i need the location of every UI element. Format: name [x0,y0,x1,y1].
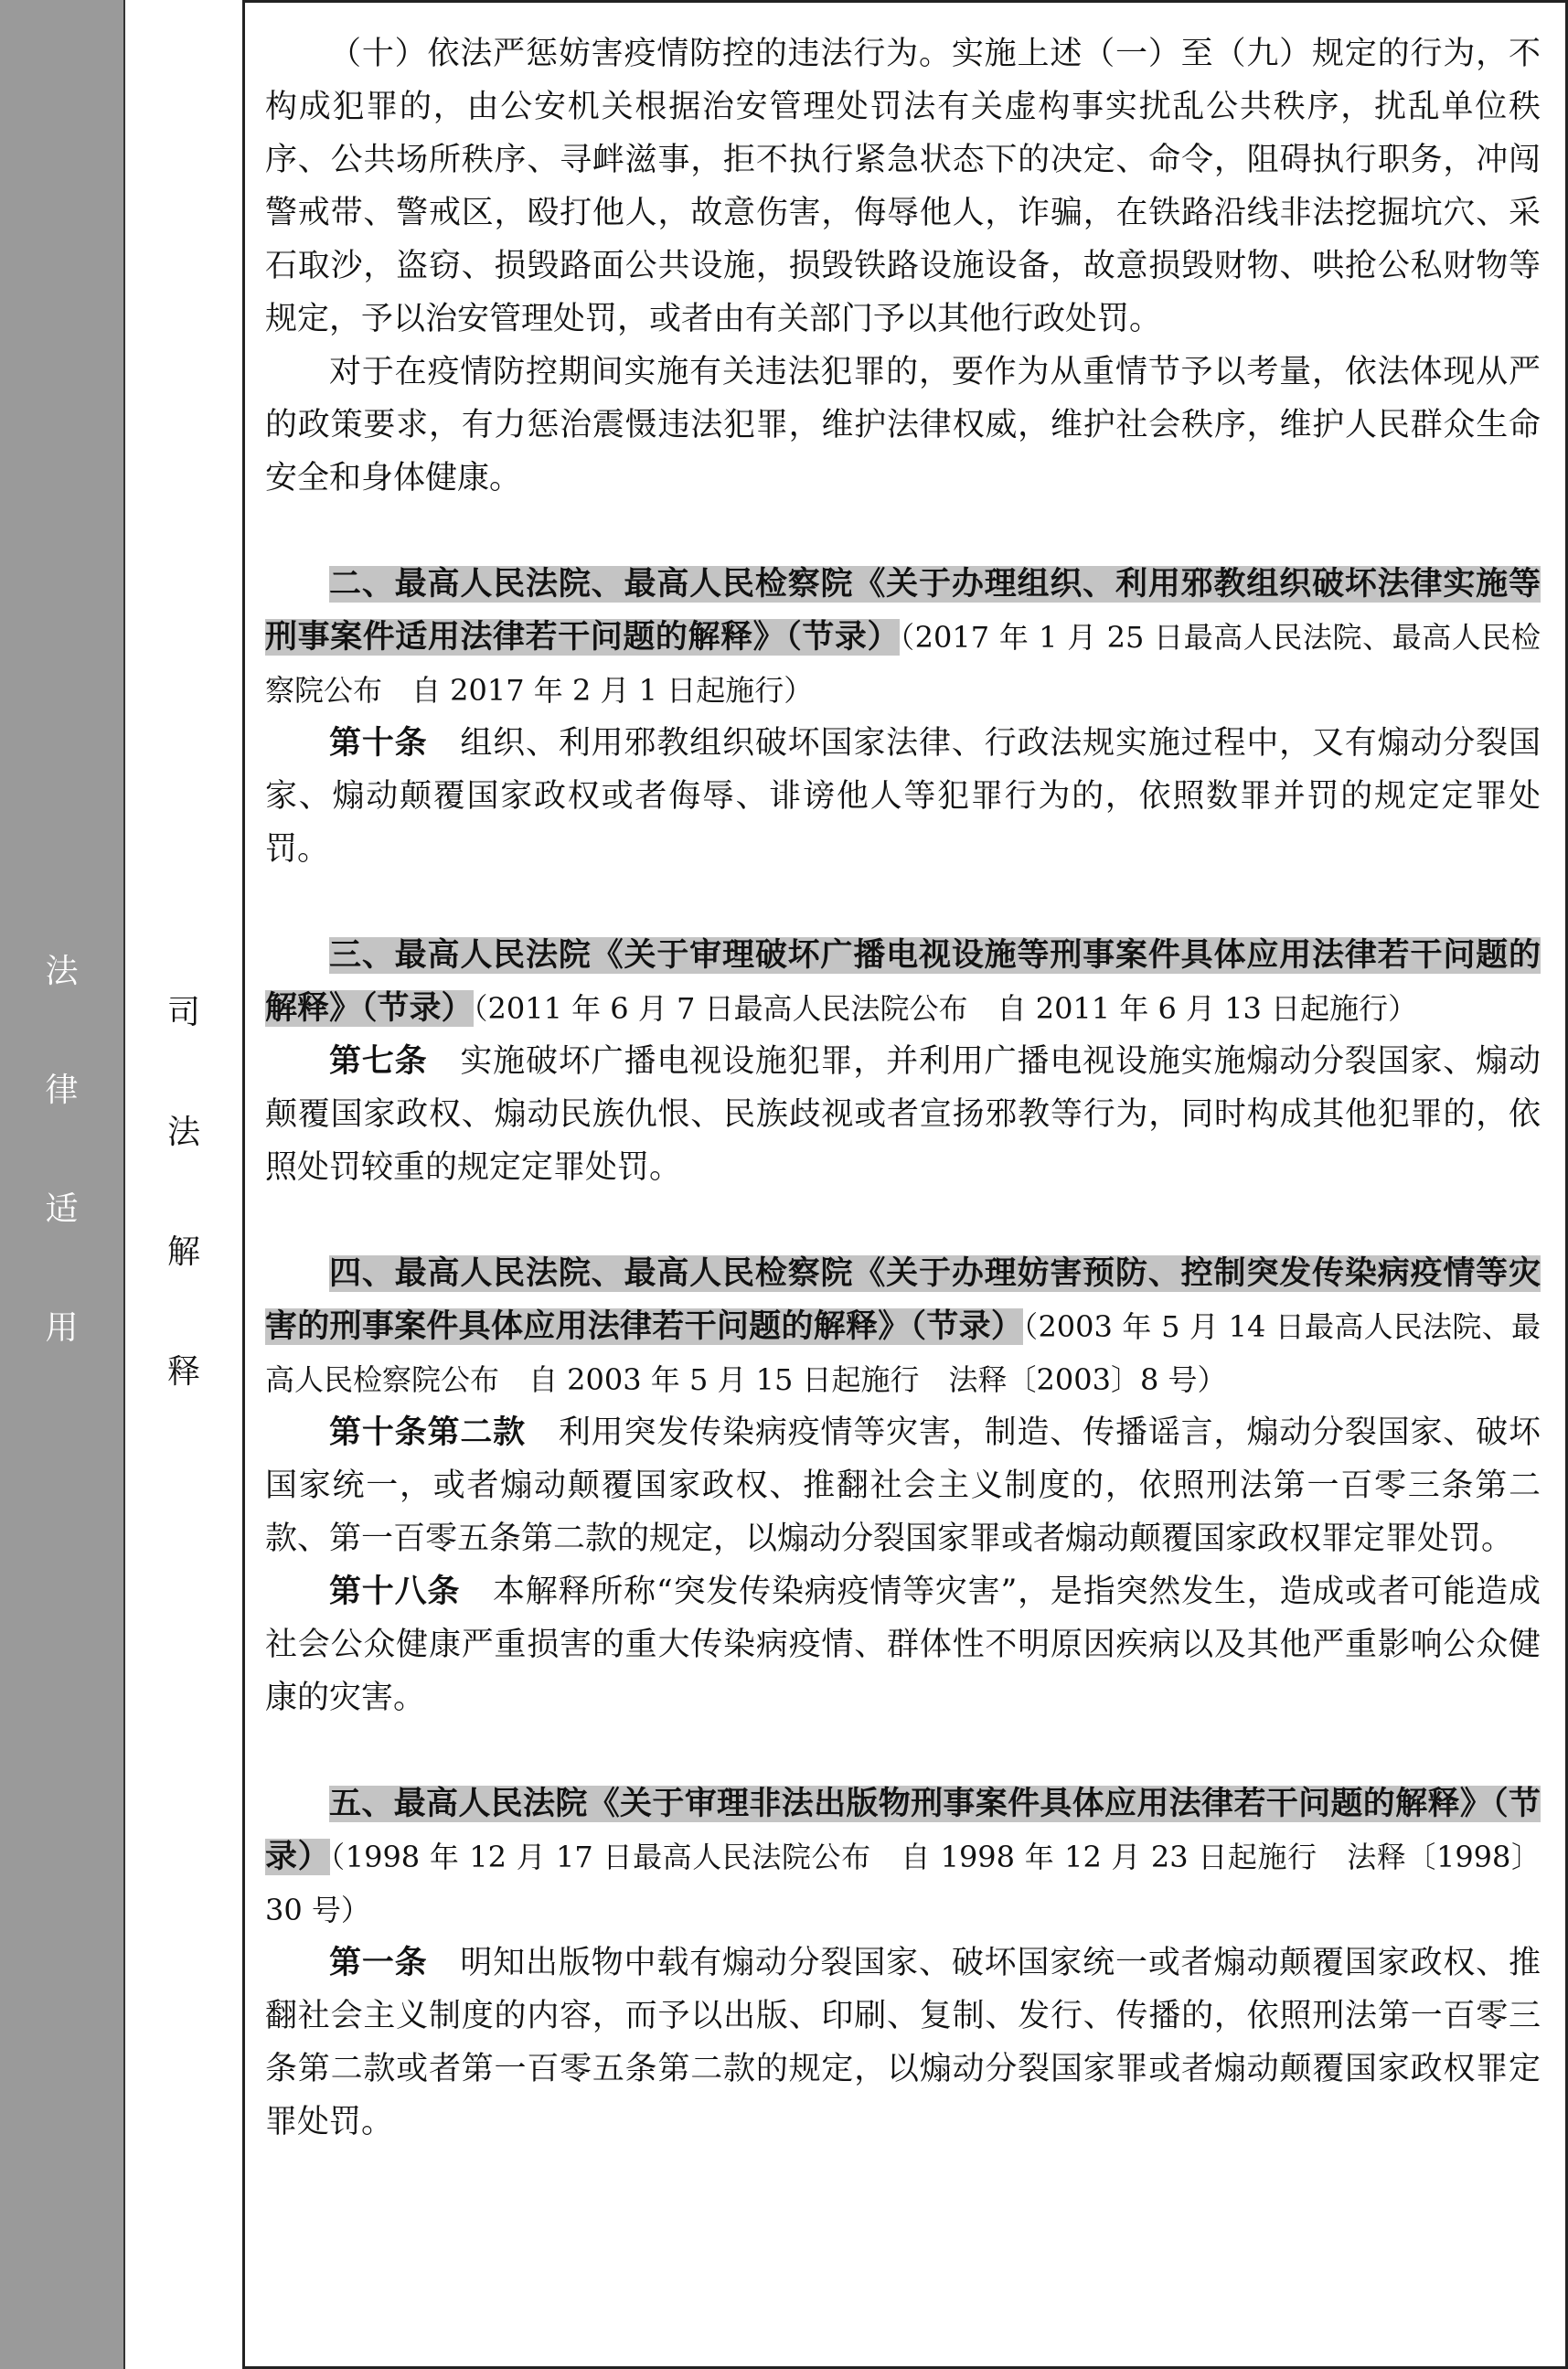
section-note: （2003 年 5 月 14 日最高人民法院、最高人民检察院公布 自 2003 年 5 月 15 日起施行 法释〔2003〕8 号） [265,1309,1541,1397]
category-char: 法 [45,953,79,990]
article-text: 实施破坏广播电视设施犯罪，并利用广播电视设施实施煽动分裂国家、煽动颠覆国家政权、煽动民族仇恨、民族歧视或者宣扬邪教等行为，同时构成其他犯罪的，依照处罚较重的规定定罪处罚。 [265,1043,1541,1186]
article [265,1406,1541,1565]
category-char: 适 [45,1190,79,1228]
article-label: 第一条 [329,1945,428,1981]
subcategory-char: 法 [166,1114,200,1151]
section-title: 四、最高人民法院、最高人民检察院《关于办理妨害预防、控制突发传染病疫情等灾害的刑事案件具体应用法律若干问题的解释》（节录） [265,1255,1541,1345]
paragraph: 对于在疫情防控期间实施有关违法犯罪的，要作为从重情节予以考量，依法体现从严的政策要求，有力惩治震慑违法犯罪，维护法律权威，维护社会秩序，维护人民群众生命安全和身体健康。 [265,354,1541,496]
section-title: 三、最高人民法院《关于审理破坏广播电视设施等刑事案件具体应用法律若干问题的解释》（节录） [265,937,1541,1027]
paragraph: （十）依法严惩妨害疫情防控的违法行为。实施上述（一）至（九）规定的行为，不构成犯罪的，由公安机关根据治安管理处罚法有关虚构事实扰乱公共秩序，扰乱单位秩序、公共场所秩序、寻衅滋事，拒不执行紧急状态下的决定、命令，阻碍执行职务，冲闯警戒带、警戒区，殴打他人，故意伤害，侮辱他人，诈骗，在铁路沿线非法挖掘坑穴、采石取沙，盗窃、损毁路面公共设施，损毁铁路设施设备，故意损毁财物、哄抢公私财物等规定，予以治安管理处罚，或者由有关部门予以其他行政处罚。 [265,36,1541,337]
subcategory-char: 释 [166,1353,200,1391]
category-char: 用 [45,1309,79,1347]
category-char: 律 [45,1072,79,1109]
article [265,717,1541,876]
article-text: 利用突发传染病疫情等灾害，制造、传播谣言，煽动分裂国家、破坏国家统一，或者煽动颠覆国家政权、推翻社会主义制度的，依照刑法第一百零三条第二款、第一百零五条第二款的规定，以煽动分裂国家罪或者煽动颠覆国家政权罪定罪处罚。 [265,1414,1541,1557]
content-column [265,27,1541,2149]
section-4 [265,1247,1541,1406]
article-label: 第七条 [329,1043,428,1080]
article [265,1937,1541,2149]
subcategory-column [125,0,245,2369]
section-5 [265,1777,1541,1937]
category-column [0,0,125,2369]
category-label [0,951,123,1426]
section-title: 五、最高人民法院《关于审理非法出版物刑事案件具体应用法律若干问题的解释》（节录） [265,1786,1541,1875]
article-label: 第十条第二款 [329,1414,526,1451]
subcategory-char: 司 [166,994,200,1031]
article-text: 组织、利用邪教组织破坏国家法律、行政法规实施过程中，又有煽动分裂国家、煽动颠覆国家政权或者侮辱、诽谤他人等犯罪行为的，依照数罪并罚的规定定罪处罚。 [265,725,1541,868]
article-label: 第十条 [329,725,428,762]
section-2 [265,558,1541,717]
subcategory-char: 解 [166,1233,200,1271]
subcategory-label [125,992,242,1471]
article [265,1565,1541,1724]
section-note: （2017 年 1 月 25 日最高人民法院、最高人民检察院公布 自 2017 年 2 月 1 日起施行） [265,620,1541,708]
section-note: （1998 年 12 月 17 日最高人民法院公布 自 1998 年 12 月 23 日起施行 法释〔1998〕30 号） [265,1840,1541,1927]
section-note: （2011 年 6 月 7 日最高人民法院公布 自 2011 年 6 月 13 日起施行） [473,991,1418,1026]
article-label: 第十八条 [329,1574,461,1610]
article [265,1035,1541,1194]
article-text: 明知出版物中载有煽动分裂国家、破坏国家统一或者煽动颠覆国家政权、推翻社会主义制度的内容，而予以出版、印刷、复制、发行、传播的，依照刑法第一百零三条第二款或者第一百零五条第二款的规定，以煽动分裂国家罪或者煽动颠覆国家政权罪定罪处罚。 [265,1945,1541,2140]
article-text: 本解释所称“突发传染病疫情等灾害”，是指突然发生，造成或者可能造成社会公众健康严重损害的重大传染病疫情、群体性不明原因疾病以及其他严重影响公众健康的灾害。 [265,1574,1541,1716]
section-3 [265,929,1541,1035]
section-title: 二、最高人民法院、最高人民检察院《关于办理组织、利用邪教组织破坏法律实施等刑事案件适用法律若干问题的解释》（节录） [265,566,1541,656]
